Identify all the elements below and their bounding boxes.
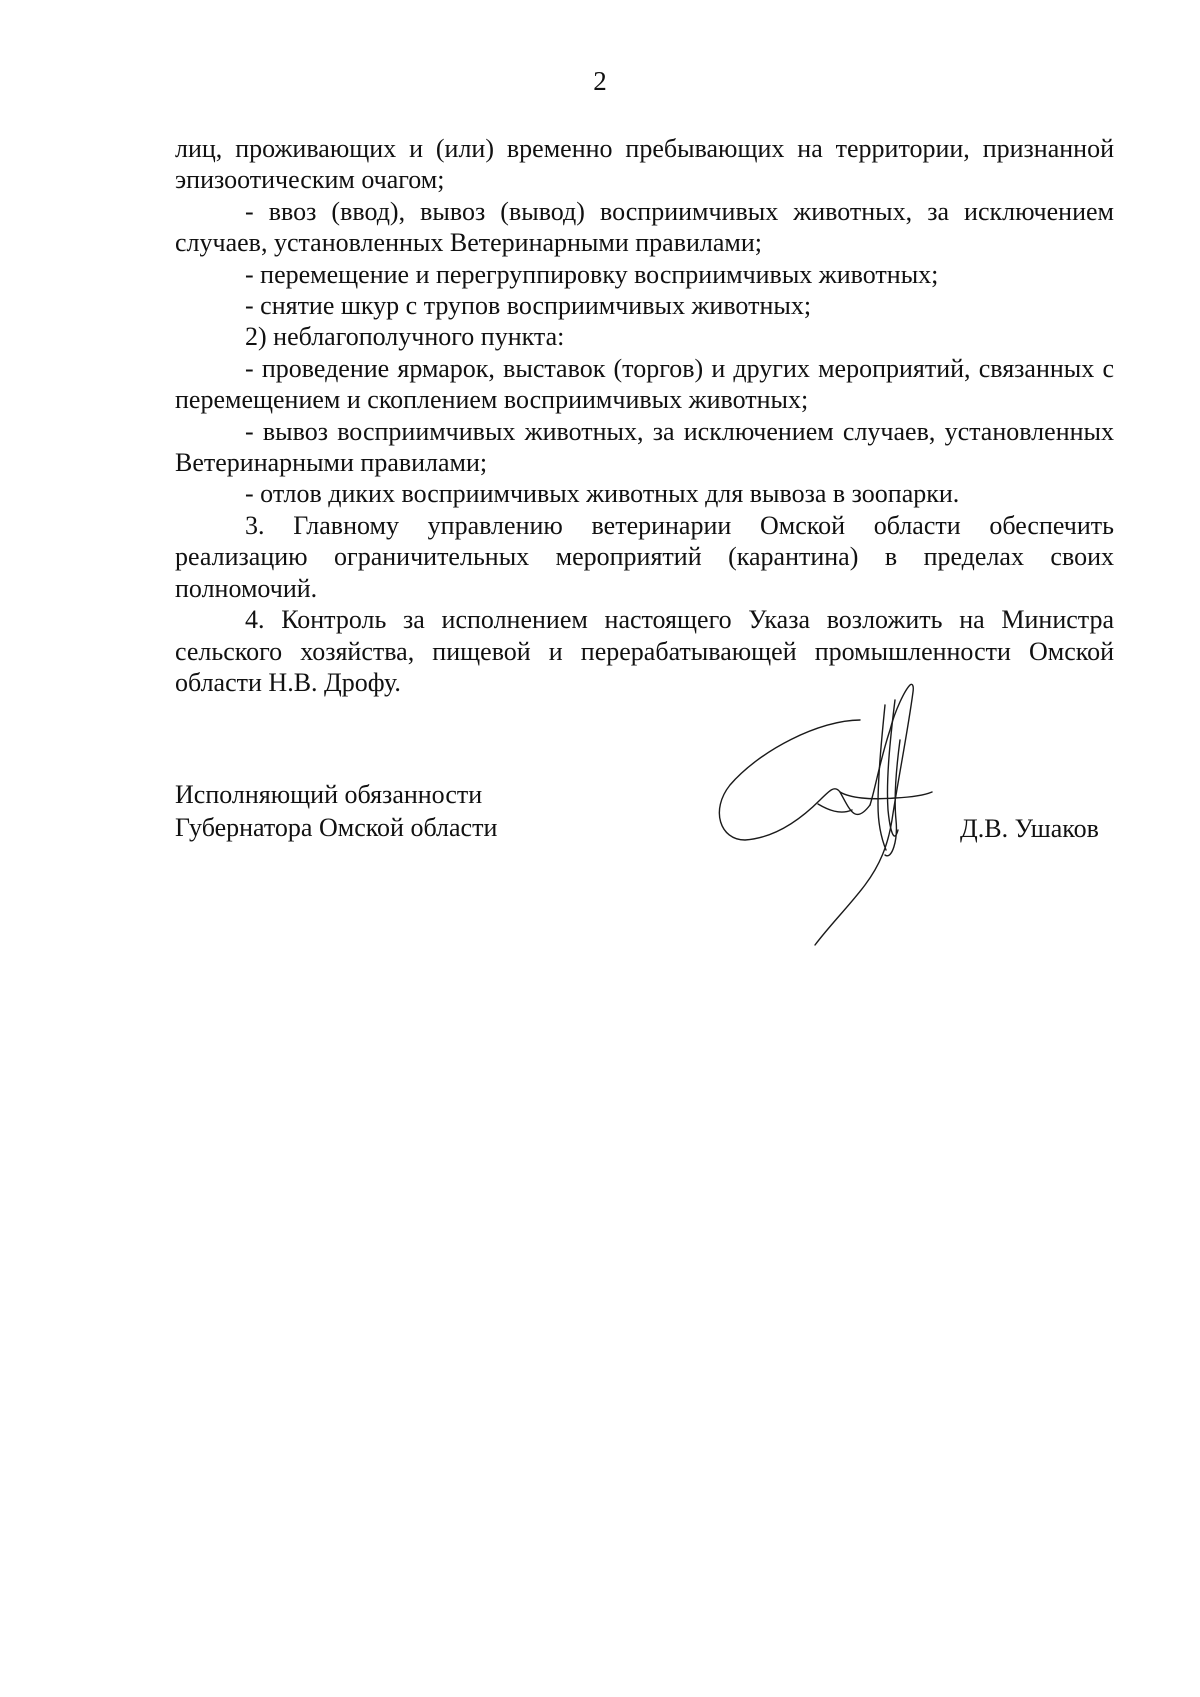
page-number: 2 <box>593 66 607 96</box>
paragraph-2: - ввоз (ввод), вывоз (вывод) восприимчивых животных, за исключением случаев, установленных Ветеринарными правилами; <box>175 196 1114 258</box>
signatory-title <box>175 778 497 844</box>
paragraph-6: - проведение ярмарок, выставок (торгов) и других мероприятий, связанных с перемещением и скоплением восприимчивых животных; <box>175 353 1114 415</box>
paragraph-8: - отлов диких восприимчивых животных для вывоза в зоопарки. <box>245 479 960 509</box>
paragraph-5: 2) неблагополучного пункта: <box>245 322 565 352</box>
signatory-title-line-1: Исполняющий обязанности <box>175 780 483 809</box>
paragraph-10: 4. Контроль за исполнением настоящего Указа возложить на Министра сельского хозяйства, пищевой и перерабатывающей промышленности Омской области Н.В. Дрофу. <box>175 605 1114 697</box>
paragraph-3: - перемещение и перегруппировку восприимчивых животных; <box>245 259 939 289</box>
handwritten-signature <box>700 680 1000 960</box>
signatory-title-line-2: Губернатора Омской области <box>175 813 498 842</box>
signatory-name: Д.В. Ушаков <box>960 814 1099 843</box>
paragraph-7: - вывоз восприимчивых животных, за исключением случаев, установленных Ветеринарными правилами; <box>175 416 1114 478</box>
document-body <box>175 133 1114 698</box>
paragraph-9: 3. Главному управлению ветеринарии Омской области обеспечить реализацию ограничительных мероприятий (карантина) в пределах своих полномочий. <box>175 510 1114 603</box>
paragraph-4: - снятие шкур с трупов восприимчивых животных; <box>245 291 812 321</box>
paragraph-1: лиц, проживающих и (или) временно пребывающих на территории, признанной эпизоотическим очагом; <box>175 134 1114 195</box>
